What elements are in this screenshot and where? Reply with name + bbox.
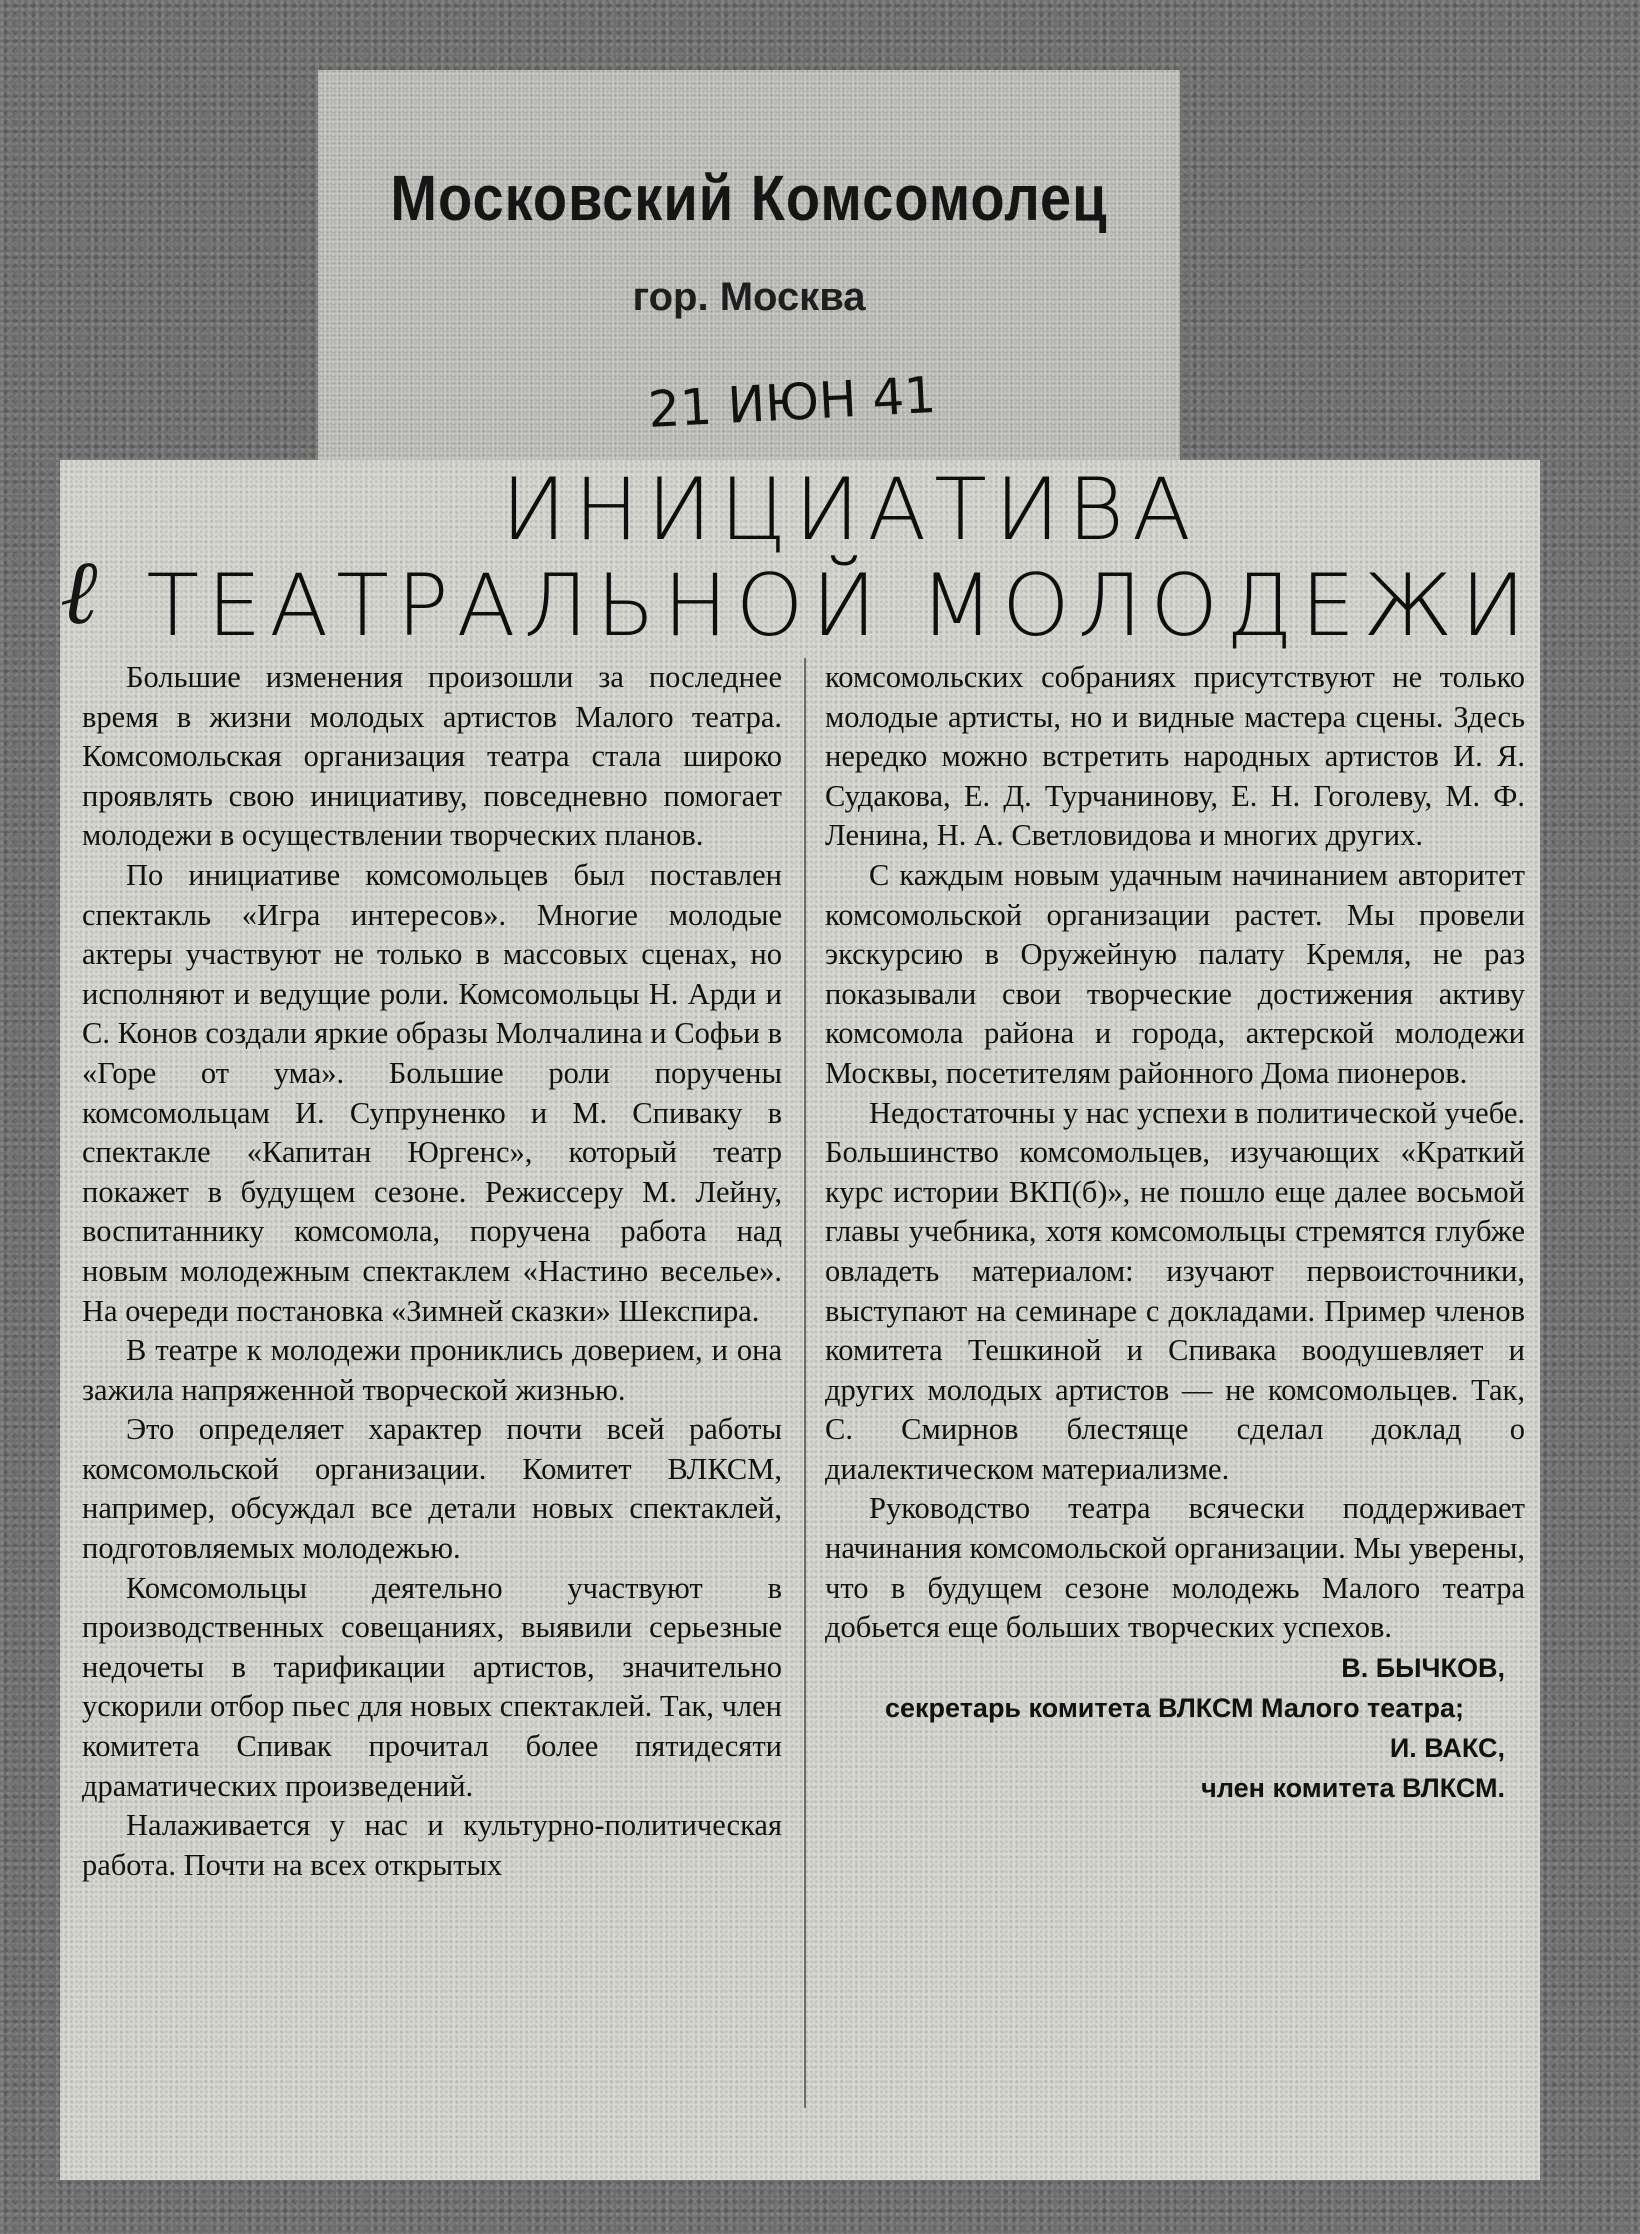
headline-line-2: ТЕАТРАЛЬНОЙ МОЛОДЕЖИ <box>146 556 1534 656</box>
newspaper-name: Московский Комсомолец <box>390 161 1108 234</box>
paragraph: С каждым новым удачным начинанием авторитет комсомольской организации растет. Мы провели экскурсию в Оружейную палату Кремля, не раз показывали свои творческие достижения активу комсомола района и города, актерской молодежи Москвы, посетителям районного Дома пионеров. <box>825 857 1525 1090</box>
column-divider <box>804 658 806 2108</box>
paragraph: Руководство театра всячески поддерживает начинания комсомольской организации. Мы уверены, что в будущем сезоне молодежь Малого театра добьется еще больших творческих успехов. <box>825 1491 1525 1645</box>
handwritten-mark: ℓ <box>60 540 98 645</box>
author-2-role: член комитета ВЛКСМ. <box>1201 1772 1505 1803</box>
paragraph: Недостаточны у нас успехи в политической учебе. Большинство комсомольцев, изучающих «Краткий курс истории ВКП(б)», не пошло еще далее восьмой главы учебника, хотя комсомольцы стремятся глубже овладеть материалом: изучают первоисточники, выступают на семинаре с докладами. Пример членов комитета Тешкиной и Спивака воодушевляет и других молодых артистов — не комсомольцев. Так, С. Смирнов блестяще сделал доклад о диалектическом материализме. <box>825 1095 1525 1486</box>
paragraph: Большие изменения произошли за последнее время в жизни молодых артистов Малого театра. Комсомольская организация театра стала широко проявлять свою инициативу, повседневно помогает молодежи в осуществлении творческих планов. <box>82 660 782 853</box>
author-1-name: В. БЫЧКОВ, <box>1341 1652 1505 1683</box>
archive-stamp <box>318 70 1180 465</box>
author-1-role: секретарь комитета ВЛКСМ Малого театра; <box>885 1692 1465 1723</box>
paragraph: Это определяет характер почти всей работы комсомольской организации. Комитет ВЛКСМ, например, обсуждал все детали новых спектаклей, подготовляемых молодежью. <box>82 1412 782 1566</box>
headline-line-1: ИНИЦИАТИВА <box>501 460 1199 560</box>
article-right-column <box>825 658 1525 1808</box>
article-left-column <box>82 658 782 1885</box>
newspaper-clipping <box>60 460 1540 2180</box>
paragraph: комсомольских собраниях присутствуют не только молодые артисты, но и видные мастера сцены. Здесь нередко можно встретить народных артистов И. Я. Судакова, Е. Д. Турчанинову, Е. Н. Гоголеву, М. Ф. Ленина, Н. А. Светловидова и многих других. <box>825 660 1525 853</box>
paragraph: Налаживается у нас и культурно-политическая работа. Почти на всех открытых <box>82 1808 782 1882</box>
paragraph: Комсомольцы деятельно участвуют в производственных совещаниях, выявили серьезные недочеты в тарификации артистов, значительно ускорили отбор пьес для новых спектаклей. Так, член комитета Спивак прочитал более пятидесяти драматических произведений. <box>82 1570 782 1803</box>
stamp-city: гор. Москва <box>632 275 866 319</box>
paragraph: По инициативе комсомольцев был поставлен спектакль «Игра интересов». Многие молодые актеры участвуют не только в массовых сценах, но исполняют и ведущие роли. Комсомольцы Н. Арди и С. Конов создали яркие образы Молчалина и Софьи в «Горе от ума». Большие роли поручены комсомольцам И. Супруненко и М. Спиваку в спектакле «Капитан Юргенс», который театр покажет в будущем сезоне. Режиссеру М. Лейну, воспитаннику комсомола, поручена работа над новым молодежным спектаклем «Настино веселье». На очереди постановка «Зимней сказки» Шекспира. <box>82 857 782 1328</box>
stamp-block <box>318 70 1180 439</box>
stamp-date: 21 ИЮН 41 <box>646 365 938 439</box>
author-2-name: И. ВАКС, <box>1389 1732 1505 1763</box>
paragraph: В театре к молодежи прониклись доверием, и она зажила напряженной творческой жизнью. <box>82 1333 782 1407</box>
